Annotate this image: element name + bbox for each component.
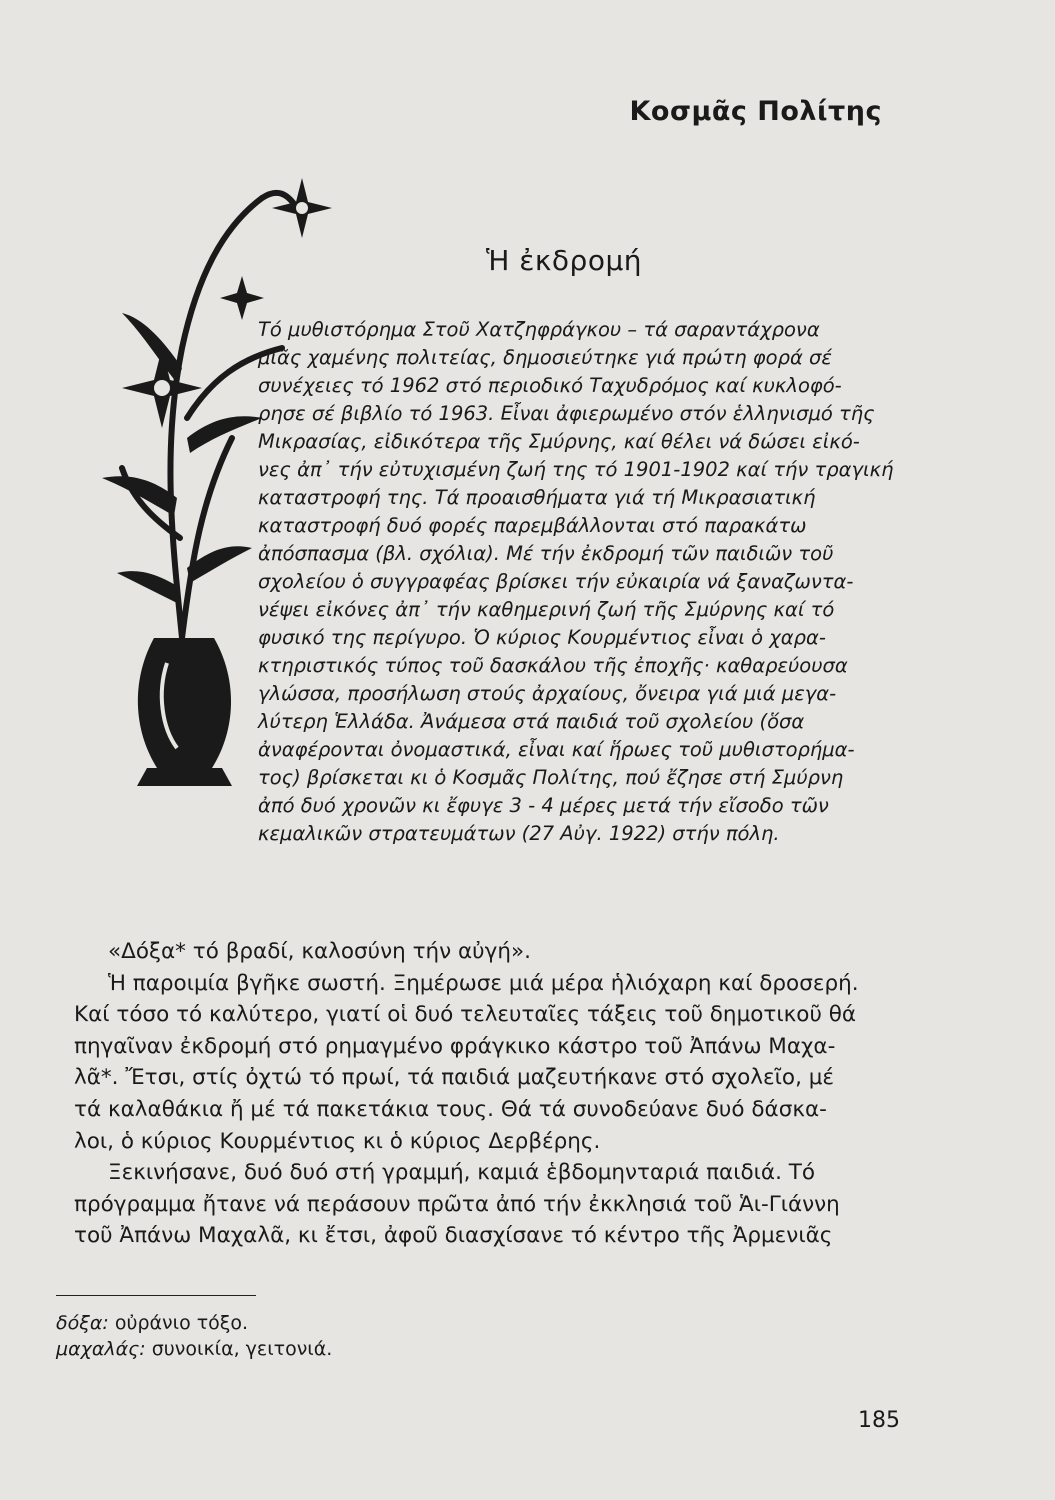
body-line: πηγαῖναν ἐκδρομή στό ρημαγμένο φράγκικο κάστρο τοῦ Ἀπάνω Μαχα- bbox=[74, 1033, 836, 1059]
body-line: Ἡ παροιμία βγῆκε σωστή. Ξημέρωσε μιά μέρα ἡλιόχαρη καί δροσερή. bbox=[108, 970, 859, 996]
intro-paragraph bbox=[258, 316, 894, 848]
intro-line: νέψει εἰκόνες ἀπ᾽ τήν καθημερινή ζωή τῆς Σμύρνης καί τό bbox=[258, 598, 835, 621]
footnote-definition: οὐράνιο τόξο. bbox=[114, 1312, 249, 1334]
footnote-divider bbox=[56, 1295, 256, 1296]
intro-line: λύτερη Ἑλλάδα. Ἀνάμεσα στά παιδιά τοῦ σχολείου (ὅσα bbox=[258, 710, 805, 733]
intro-line: καταστροφή δυό φορές παρεμβάλλονται στό παρακάτω bbox=[258, 514, 807, 537]
footnote-item bbox=[56, 1336, 556, 1362]
page-number: 185 bbox=[858, 1408, 900, 1433]
footnote-item bbox=[56, 1310, 556, 1336]
intro-line: ρησε σέ βιβλίο τό 1963. Εἶναι ἀφιερωμένο στόν ἑλληνισμό τῆς bbox=[258, 402, 875, 425]
story-title: Ἡ ἐκδρομή bbox=[486, 244, 643, 277]
intro-line: σχολείου ὁ συγγραφέας βρίσκει τήν εὐκαιρία νά ξαναζωντα- bbox=[258, 570, 854, 593]
intro-line: ἀπόσπασμα (βλ. σχόλια). Μέ τήν ἐκδρομή τῶν παιδιῶν τοῦ bbox=[258, 542, 834, 565]
footnote-term: δόξα: bbox=[56, 1312, 109, 1334]
intro-line: μιᾶς χαμένης πολιτείας, δημοσιεύτηκε γιά πρώτη φορά σέ bbox=[258, 346, 832, 369]
intro-line: Μικρασίας, εἰδικότερα τῆς Σμύρνης, καί θέλει νά δώσει εἰκό- bbox=[258, 430, 860, 453]
body-line: τοῦ Ἀπάνω Μαχαλᾶ, κι ἔτσι, ἀφοῦ διασχίσανε τό κέντρο τῆς Ἀρμενιᾶς bbox=[74, 1223, 833, 1249]
intro-line: κεμαλικῶν στρατευμάτων (27 Αὐγ. 1922) στήν πόλη. bbox=[258, 822, 780, 845]
intro-line: κτηριστικός τύπος τοῦ δασκάλου τῆς ἐποχῆς· καθαρεύουσα bbox=[258, 654, 848, 677]
intro-line: καταστροφή της. Τά προαισθήματα γιά τή Μικρασιατική bbox=[258, 486, 816, 509]
intro-line: τος) βρίσκεται κι ὁ Κοσμᾶς Πολίτης, πού ἔζησε στή Σμύρνη bbox=[258, 766, 844, 789]
footnote-definition: συνοικία, γειτονιά. bbox=[151, 1338, 333, 1360]
author-heading: Κοσμᾶς Πολίτης bbox=[629, 96, 882, 127]
story-body bbox=[74, 936, 896, 1252]
body-line: πρόγραμμα ἤτανε νά περάσουν πρῶτα ἀπό τήν ἐκκλησιά τοῦ Ἁι-Γιάννη bbox=[74, 1191, 840, 1217]
intro-line: ἀπό δυό χρονῶν κι ἔφυγε 3 - 4 μέρες μετά τήν εἴσοδο τῶν bbox=[258, 794, 829, 817]
intro-line: ἀναφέρονται ὀνομαστικά, εἶναι καί ἥρωες τοῦ μυθιστορήμα- bbox=[258, 738, 855, 761]
footnote-term: μαχαλάς: bbox=[56, 1338, 146, 1360]
body-line: λᾶ*. Ἔτσι, στίς ὀχτώ τό πρωί, τά παιδιά μαζευτήκανε στό σχολεῖο, μέ bbox=[74, 1065, 835, 1091]
intro-line: γλώσσα, προσήλωση στούς ἀρχαίους, ὄνειρα γιά μιά μεγα- bbox=[258, 682, 837, 705]
intro-line: συνέχειες τό 1962 στό περιοδικό Ταχυδρόμος καί κυκλοφό- bbox=[258, 374, 842, 397]
body-line: «Δόξα* τό βραδί, καλοσύνη τήν αὐγή». bbox=[108, 939, 531, 964]
body-line: Ξεκινήσανε, δυό δυό στή γραμμή, καμιά ἑβδομηνταριά παιδιά. Τό bbox=[108, 1160, 816, 1186]
intro-line: νες ἀπ᾽ τήν εὐτυχισμένη ζωή της τό 1901-1902 καί τήν τραγική bbox=[258, 458, 894, 481]
body-line: Καί τόσο τό καλύτερο, γιατί οἱ δυό τελευταῖες τάξεις τοῦ δημοτικοῦ θά bbox=[74, 1002, 857, 1028]
footnotes bbox=[56, 1310, 556, 1362]
intro-line: Τό μυθιστόρημα Στοῦ Χατζηφράγκου – τά σαραντάχρονα bbox=[258, 318, 820, 341]
body-line: λοι, ὁ κύριος Κουρμέντιος κι ὁ κύριος Δερβέρης. bbox=[74, 1128, 601, 1154]
intro-line: φυσικό της περίγυρο. Ὁ κύριος Κουρμέντιος εἶναι ὁ χαρα- bbox=[258, 626, 826, 649]
body-line: τά καλαθάκια ἤ μέ τά πακετάκια τους. Θά τά συνοδεύανε δυό δάσκα- bbox=[74, 1096, 827, 1122]
